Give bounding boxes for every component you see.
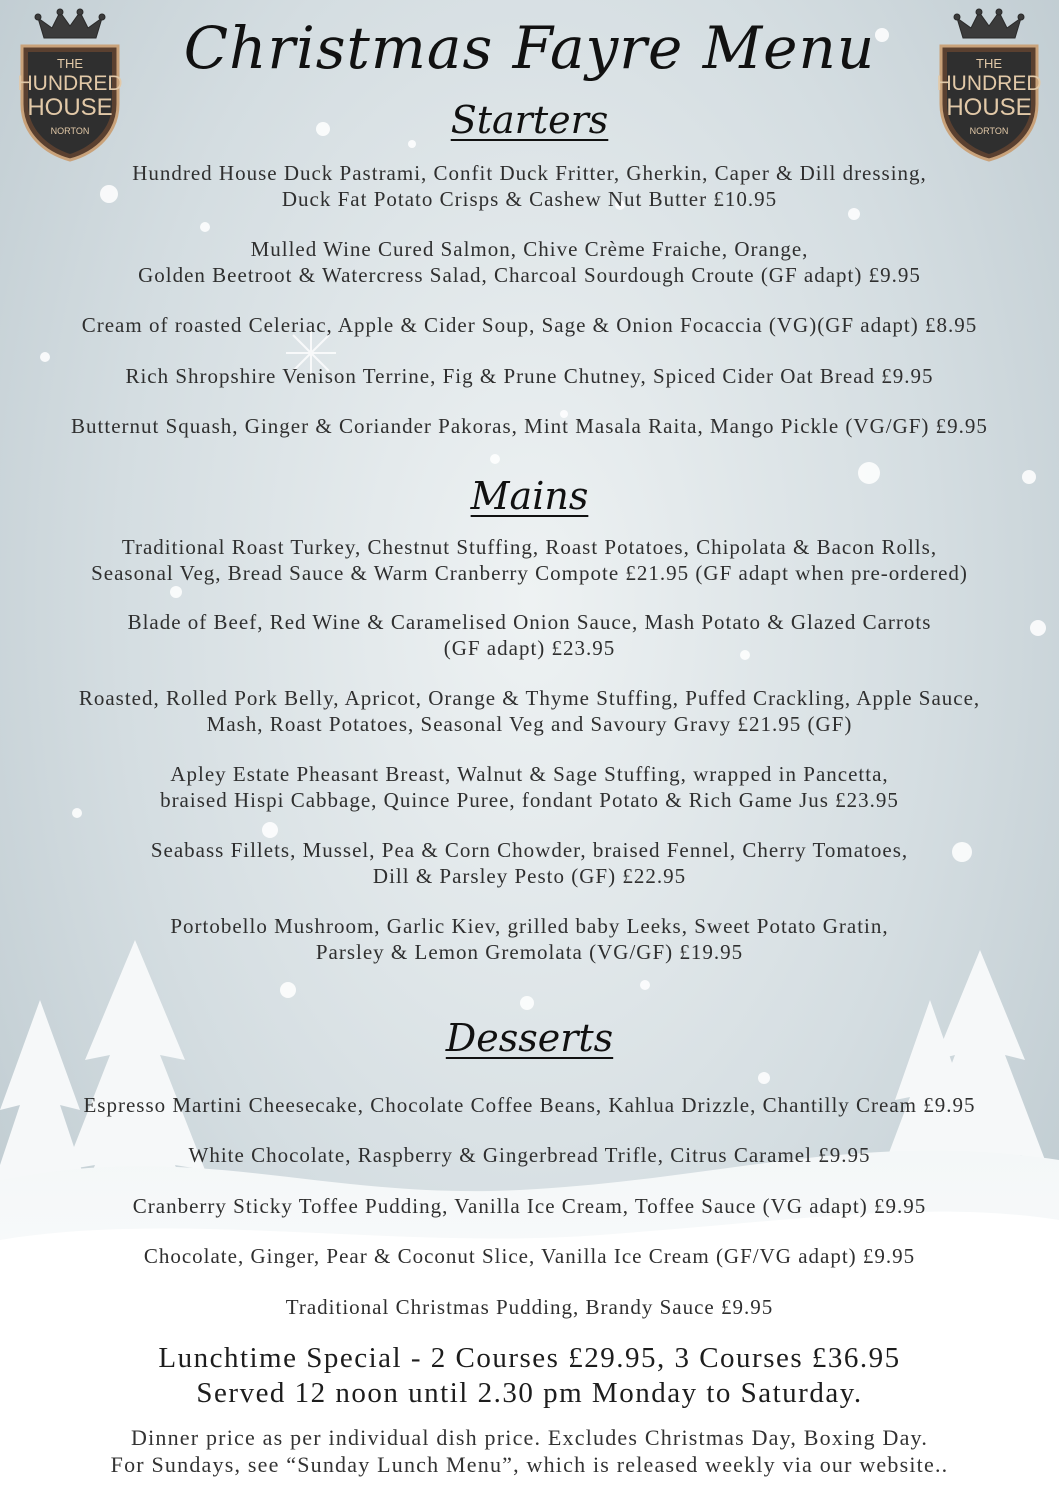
footer-line: For Sundays, see “Sunday Lunch Menu”, which is released weekly via our website.. (110, 1452, 949, 1477)
menu-item (20, 837, 1039, 889)
menu-item (20, 761, 1039, 813)
menu-item (20, 534, 1039, 586)
item-line: Espresso Martini Cheesecake, Chocolate Coffee Beans, Kahlua Drizzle, Chantilly Cream £9.95 (83, 1093, 976, 1117)
menu-item (20, 1142, 1039, 1168)
footer-notes (0, 1424, 1059, 1478)
logo-text-hundred: HUNDRED (17, 72, 123, 95)
starters-heading: Starters (450, 98, 609, 142)
snowflake (520, 996, 534, 1010)
item-line: Apley Estate Pheasant Breast, Walnut & Sage Stuffing, wrapped in Pancetta, (170, 762, 889, 786)
item-line: Mash, Roast Potatoes, Seasonal Veg and Savoury Gravy £21.95 (GF) (206, 712, 853, 736)
item-line: Hundred House Duck Pastrami, Confit Duck Fritter, Gherkin, Caper & Dill dressing, (132, 161, 927, 185)
menu-item (20, 1092, 1039, 1118)
item-line: Roasted, Rolled Pork Belly, Apricot, Orange & Thyme Stuffing, Puffed Crackling, Apple Sauce, (78, 686, 981, 710)
menu-title: Christmas Fayre Menu (183, 14, 876, 82)
logo-text-house: HOUSE (946, 94, 1032, 121)
snowflake (170, 586, 182, 598)
snowflake (490, 454, 500, 464)
menu-item (20, 236, 1039, 288)
special-line: Served 12 noon until 2.30 pm Monday to Saturday. (196, 1377, 863, 1409)
item-line: Chocolate, Ginger, Pear & Coconut Slice, Vanilla Ice Cream (GF/VG adapt) £9.95 (143, 1244, 916, 1268)
snowflake (40, 352, 50, 362)
menu-item (20, 685, 1039, 737)
item-line: Traditional Christmas Pudding, Brandy Sauce £9.95 (285, 1295, 774, 1319)
item-line: Seabass Fillets, Mussel, Pea & Corn Chowder, braised Fennel, Cherry Tomatoes, (150, 838, 909, 862)
item-line: Traditional Roast Turkey, Chestnut Stuffing, Roast Potatoes, Chipolata & Bacon Rolls, (121, 535, 938, 559)
lunchtime-special (0, 1341, 1059, 1411)
menu-item (20, 1294, 1039, 1320)
desserts-heading: Desserts (445, 1016, 614, 1060)
item-line: Blade of Beef, Red Wine & Caramelised Onion Sauce, Mash Potato & Glazed Carrots (127, 610, 932, 634)
item-line: Cream of roasted Celeriac, Apple & Cider Soup, Sage & Onion Focaccia (VG)(GF adapt) £8.95 (81, 313, 978, 337)
item-line: Golden Beetroot & Watercress Salad, Charcoal Sourdough Croute (GF adapt) £9.95 (138, 263, 921, 287)
item-line: Butternut Squash, Ginger & Coriander Pakoras, Mint Masala Raita, Mango Pickle (VG/GF) £9.95 (71, 414, 988, 438)
logo-text-norton: NORTON (969, 126, 1009, 136)
footer-line: Dinner price as per individual dish price. Excludes Christmas Day, Boxing Day. (130, 1425, 929, 1450)
menu-item (20, 1193, 1039, 1219)
item-line: Duck Fat Potato Crisps & Cashew Nut Butter £10.95 (281, 187, 778, 211)
special-line: Lunchtime Special - 2 Courses £29.95, 3 Courses £36.95 (158, 1342, 901, 1374)
menu-item (20, 1243, 1039, 1269)
item-line: Dill & Parsley Pesto (GF) £22.95 (372, 864, 687, 888)
snowflake (280, 982, 296, 998)
logo-text-hundred: HUNDRED (936, 72, 1042, 95)
item-line: braised Hispi Cabbage, Quince Puree, fondant Potato & Rich Game Jus £23.95 (160, 788, 899, 812)
logo-text-house: HOUSE (27, 94, 113, 121)
snowflake (758, 1072, 770, 1084)
item-line: Parsley & Lemon Gremolata (VG/GF) £19.95 (315, 940, 744, 964)
item-line: Rich Shropshire Venison Terrine, Fig & Prune Chutney, Spiced Cider Oat Bread £9.95 (125, 364, 934, 388)
item-line: Mulled Wine Cured Salmon, Chive Crème Fraiche, Orange, (250, 237, 809, 261)
menu-item (20, 160, 1039, 212)
item-line: Portobello Mushroom, Garlic Kiev, grilled baby Leeks, Sweet Potato Gratin, (170, 914, 889, 938)
item-line: Seasonal Veg, Bread Sauce & Warm Cranberry Compote £21.95 (GF adapt when pre-ordered) (91, 561, 968, 585)
menu-item (20, 609, 1039, 661)
snowflake (262, 822, 278, 838)
menu-item (20, 413, 1039, 439)
item-line: White Chocolate, Raspberry & Gingerbread Trifle, Citrus Caramel £9.95 (188, 1143, 871, 1167)
snowflake (200, 222, 210, 232)
logo-text-norton: NORTON (50, 126, 90, 136)
mains-heading: Mains (470, 474, 589, 518)
item-line: Cranberry Sticky Toffee Pudding, Vanilla Ice Cream, Toffee Sauce (VG adapt) £9.95 (132, 1194, 927, 1218)
menu-item (20, 913, 1039, 965)
logo-text-the: THE (57, 56, 83, 71)
item-line: (GF adapt) £23.95 (443, 636, 616, 660)
menu-item (20, 363, 1039, 389)
snowflake (640, 980, 650, 990)
logo-text-the: THE (976, 56, 1002, 71)
menu-item (20, 312, 1039, 338)
